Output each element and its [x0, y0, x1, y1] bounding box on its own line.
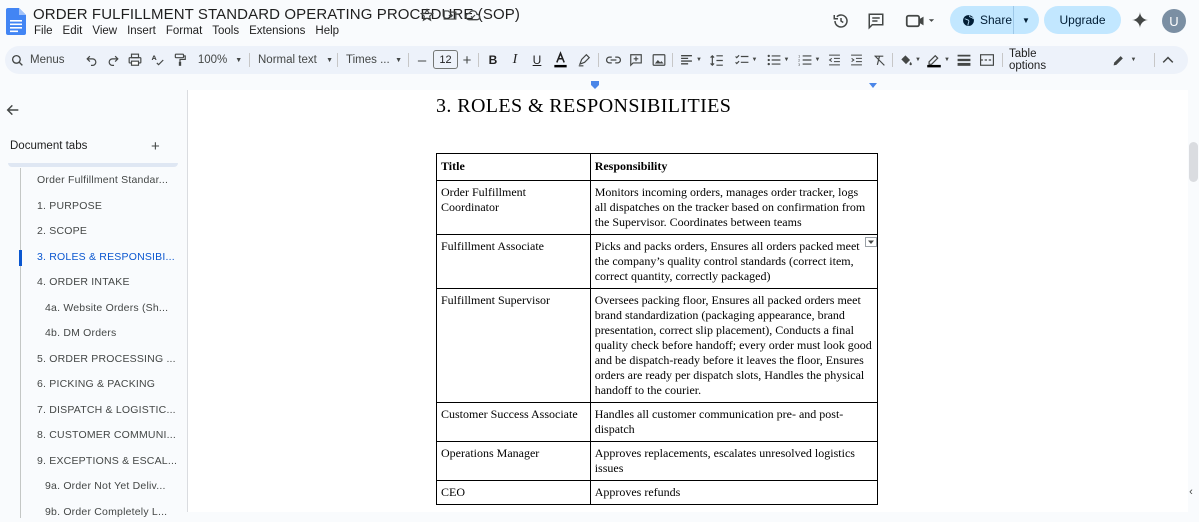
- version-history-icon[interactable]: [831, 11, 851, 31]
- chevron-down-icon: ▼: [326, 56, 333, 64]
- toolbar-divider: [337, 53, 338, 67]
- star-icon[interactable]: [419, 7, 434, 22]
- responsibility-cell[interactable]: Approves refunds: [590, 481, 877, 505]
- role-title-cell[interactable]: CEO: [437, 481, 591, 505]
- role-title-cell[interactable]: Operations Manager: [437, 442, 591, 481]
- print-icon[interactable]: [127, 50, 143, 70]
- outline-item[interactable]: 4b. DM Orders: [45, 327, 117, 339]
- redo-icon[interactable]: [105, 50, 121, 70]
- outline-item[interactable]: 5. ORDER PROCESSING ...: [37, 352, 176, 365]
- table-row: [437, 442, 878, 481]
- zoom-select[interactable]: [194, 50, 246, 70]
- spellcheck-icon[interactable]: [150, 50, 166, 70]
- role-title-cell[interactable]: Fulfillment Supervisor: [437, 289, 591, 403]
- decrease-indent-icon[interactable]: [826, 50, 842, 70]
- editing-mode-select[interactable]: [1109, 50, 1139, 70]
- outline-active-indicator: [19, 250, 22, 266]
- border-width-icon[interactable]: [956, 50, 972, 70]
- text-color-icon[interactable]: [552, 50, 568, 70]
- role-title-cell[interactable]: Customer Success Associate: [437, 403, 591, 442]
- checklist-icon: [735, 54, 749, 66]
- cell-background-select[interactable]: [898, 50, 922, 70]
- table-row: [437, 403, 878, 442]
- undo-icon[interactable]: [83, 50, 99, 70]
- share-dropdown-icon[interactable]: ▼: [1022, 15, 1030, 25]
- toolbar-divider: [478, 53, 479, 67]
- menu-insert[interactable]: Insert: [127, 25, 156, 37]
- roles-table[interactable]: [436, 153, 878, 505]
- toolbar-divider: [672, 53, 673, 67]
- bulleted-list-icon: [767, 54, 781, 66]
- toolbar-divider: [249, 53, 250, 67]
- toolbar-divider: [598, 53, 599, 67]
- border-dash-icon[interactable]: [979, 50, 995, 70]
- pencil-icon: [1112, 54, 1125, 67]
- vertical-scrollbar[interactable]: [1188, 90, 1199, 512]
- share-button[interactable]: [950, 6, 1039, 34]
- formatting-toolbar: [5, 46, 1188, 74]
- gemini-icon[interactable]: [1130, 10, 1150, 30]
- paint-bucket-icon: [899, 53, 913, 67]
- increase-indent-icon[interactable]: [848, 50, 864, 70]
- table-row: [437, 181, 878, 235]
- chevron-down-icon: ▼: [915, 57, 921, 63]
- menu-tools[interactable]: Tools: [212, 25, 240, 37]
- table-body: [437, 181, 878, 505]
- font-size-input[interactable]: 12: [433, 50, 458, 69]
- outline-item[interactable]: 2. SCOPE: [37, 225, 88, 237]
- chevron-down-icon: ▼: [1130, 57, 1137, 63]
- svg-text:3: 3: [797, 62, 800, 67]
- role-title-cell[interactable]: Fulfillment Associate: [437, 235, 591, 289]
- zoom-value: 100%: [197, 54, 228, 66]
- responsibility-cell[interactable]: Picks and packs orders, Ensures all orders packed meet the company’s quality control standards (correct item, correct quantity, correctly packaged): [590, 235, 877, 289]
- table-header-row: [437, 154, 878, 181]
- cloud-saved-icon[interactable]: [465, 7, 480, 22]
- comments-icon[interactable]: [866, 11, 886, 31]
- insert-comment-icon[interactable]: [628, 50, 644, 70]
- header-cell-responsibility[interactable]: Responsibility: [590, 154, 877, 181]
- clear-formatting-icon[interactable]: [871, 50, 887, 70]
- outline-item[interactable]: 9a. Order Not Yet Deliv...: [45, 480, 166, 492]
- outline-item[interactable]: 9. EXCEPTIONS & ESCAL...: [37, 454, 178, 467]
- outline-rail: [20, 168, 21, 518]
- highlight-color-icon[interactable]: [576, 50, 592, 70]
- scrollbar-thumb[interactable]: [1189, 142, 1198, 182]
- underline-icon[interactable]: U: [532, 53, 542, 67]
- italic-icon[interactable]: I: [512, 52, 518, 67]
- menu-bar: [29, 24, 344, 38]
- responsibility-cell[interactable]: Monitors incoming orders, manages order tracker, logs all dispatches on the tracker based on confirmation from the Supervisor. Coordinates between teams: [590, 181, 877, 235]
- globe-icon: [962, 14, 975, 27]
- outline-item[interactable]: 3. ROLES & RESPONSIBI...: [37, 250, 175, 263]
- border-color-icon: [926, 52, 942, 68]
- table-row: [437, 289, 878, 403]
- border-color-select[interactable]: [925, 50, 951, 70]
- outline-item[interactable]: 1. PURPOSE: [37, 199, 103, 212]
- chevron-down-icon: ▼: [751, 57, 758, 63]
- responsibility-cell[interactable]: Approves replacements, escalates unresolved logistics issues: [590, 442, 877, 481]
- toolbar-divider: [408, 53, 409, 67]
- menu-help[interactable]: Help: [315, 25, 340, 37]
- add-tab-icon[interactable]: +: [151, 138, 160, 155]
- numbered-list-icon: [798, 54, 812, 66]
- increase-font-size-icon[interactable]: +: [462, 51, 472, 69]
- collapse-toolbar-icon[interactable]: [1160, 50, 1176, 70]
- bulleted-list-select[interactable]: [764, 50, 792, 70]
- toolbar-divider: [1002, 53, 1003, 67]
- toolbar-divider: [1154, 53, 1155, 67]
- document-title[interactable]: ORDER FULFILLMENT STANDARD OPERATING PROCEDURE (SOP): [33, 6, 520, 23]
- move-folder-icon[interactable]: [442, 7, 457, 22]
- search-icon: [11, 54, 24, 67]
- checklist-select[interactable]: [732, 50, 760, 70]
- document-tabs-title: Document tabs: [10, 140, 88, 152]
- style-value: Normal text: [258, 54, 317, 66]
- outline-item[interactable]: 9b. Order Completely L...: [45, 505, 168, 518]
- ruler: [188, 78, 1188, 90]
- chevron-down-icon: ▼: [235, 56, 243, 64]
- account-avatar[interactable]: U: [1162, 9, 1186, 33]
- font-value: Times ...: [346, 54, 390, 66]
- document-canvas: [188, 90, 1188, 512]
- line-spacing-icon[interactable]: [709, 50, 725, 70]
- chevron-down-icon: ▼: [696, 57, 702, 63]
- menu-view[interactable]: View: [92, 25, 118, 37]
- docs-logo-icon[interactable]: [6, 8, 26, 35]
- header-cell-title[interactable]: Title: [437, 154, 591, 181]
- svg-text:A: A: [151, 54, 157, 62]
- align-left-icon: [680, 54, 693, 66]
- menus-label: Menus: [30, 54, 65, 66]
- font-family-select[interactable]: [346, 50, 402, 70]
- svg-text:1: 1: [797, 54, 800, 59]
- table-options-button[interactable]: Table options: [1009, 48, 1047, 72]
- outline-item[interactable]: Order Fulfillment Standar...: [37, 174, 169, 186]
- chevron-down-icon: ▼: [783, 57, 790, 63]
- meet-video-icon[interactable]: [904, 11, 936, 31]
- document-page[interactable]: [188, 90, 1188, 512]
- chevron-down-icon: ▼: [395, 56, 402, 64]
- chevron-down-icon: ▼: [814, 57, 821, 63]
- insert-link-icon[interactable]: [605, 50, 621, 70]
- share-label: Share: [980, 13, 1013, 27]
- outline-item[interactable]: 7. DISPATCH & LOGISTIC...: [37, 403, 176, 416]
- responsibility-cell[interactable]: Oversees packing floor, Ensures all packed orders meet brand standardization (packaging appearance, brand presentation, correct slip placement), Conducts a final quality check before handoff; every order must look good and be dispatch-ready before it leaves the floor, Ensures orders are ready per dispatch slots, Handles the physical handoff to the courier.: [590, 289, 877, 403]
- back-arrow-icon[interactable]: [5, 102, 21, 118]
- chevron-down-icon: ▼: [944, 57, 950, 63]
- section-heading[interactable]: 3. ROLES & RESPONSIBILITIES: [436, 95, 732, 117]
- insert-image-icon[interactable]: [651, 50, 667, 70]
- numbered-list-select[interactable]: [795, 50, 823, 70]
- svg-text:2: 2: [797, 58, 800, 63]
- menu-file[interactable]: File: [34, 25, 53, 37]
- menu-extensions[interactable]: Extensions: [249, 25, 306, 37]
- table-row: [437, 235, 878, 289]
- outline-item[interactable]: 8. CUSTOMER COMMUNI...: [37, 429, 176, 441]
- menu-format[interactable]: Format: [165, 25, 203, 37]
- outline-item[interactable]: 6. PICKING & PACKING: [37, 378, 156, 390]
- title-actions: [419, 7, 480, 22]
- outline-item[interactable]: 4. ORDER INTAKE: [37, 276, 130, 288]
- toolbar-divider: [892, 53, 893, 67]
- table-row: [437, 481, 878, 505]
- decrease-font-size-icon[interactable]: –: [417, 51, 427, 69]
- paint-format-icon[interactable]: [172, 50, 188, 70]
- role-title-cell[interactable]: Order Fulfillment Coordinator: [437, 181, 591, 235]
- document-outline-sidebar: [0, 90, 187, 518]
- menu-edit[interactable]: Edit: [62, 25, 83, 37]
- cell-menu-icon[interactable]: [865, 237, 877, 247]
- upgrade-button[interactable]: Upgrade: [1044, 6, 1121, 34]
- bold-icon[interactable]: B: [488, 53, 498, 67]
- tab-selected-indicator: [8, 163, 178, 167]
- paragraph-style-select[interactable]: [258, 50, 333, 70]
- align-select[interactable]: [678, 50, 704, 70]
- chevron-left-icon[interactable]: ‹: [1189, 486, 1193, 498]
- menus-search[interactable]: [11, 50, 75, 70]
- responsibility-cell[interactable]: Handles all customer communication pre- and post-dispatch: [590, 403, 877, 442]
- outline-item[interactable]: 4a. Website Orders (Sh...: [45, 301, 169, 314]
